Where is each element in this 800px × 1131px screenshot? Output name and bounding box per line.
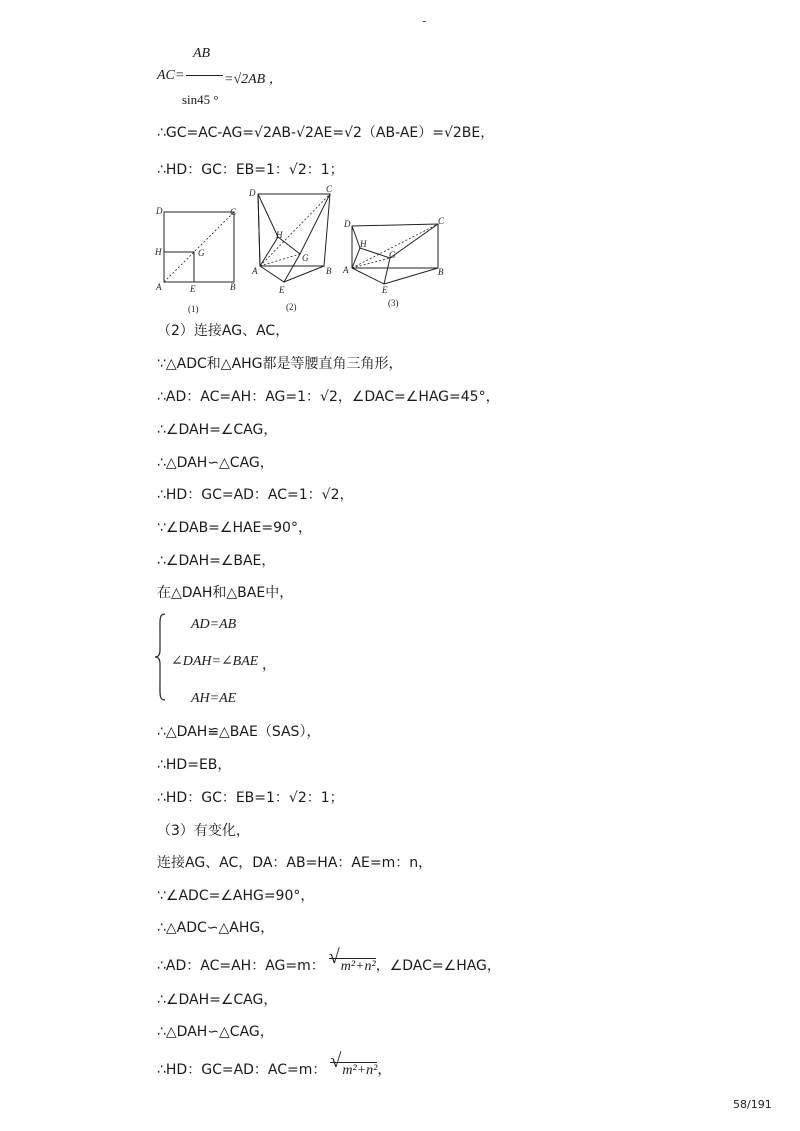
fig2-label-C: C [326, 184, 333, 194]
fig1-label-G: G [198, 248, 205, 258]
sqrt-m2n2-2: √ m²+n² [330, 1050, 378, 1078]
left-brace [154, 612, 168, 702]
system-row-3: AH=AE [191, 691, 237, 706]
ratio-5-prefix: ∴AD：AC=AH：AG=m： [157, 958, 325, 974]
figure-3 [342, 216, 445, 308]
line-similar-1: ∴△DAH∽△CAG， [157, 455, 274, 471]
frac-result: =√2AB ， [224, 72, 283, 87]
frac-lhs: AC= [157, 68, 185, 83]
fig2-label-E: E [279, 285, 285, 295]
system-row-2-tail: ， [262, 657, 276, 673]
fig1-label-B: B [230, 282, 236, 292]
ratio-6-prefix: ∴HD：GC=AD：AC=m： [157, 1062, 327, 1078]
fig3-label-C: C [438, 216, 445, 226]
line-hd-eb: ∴HD=EB， [157, 757, 232, 773]
line-ratio-2: ∴AD：AC=AH：AG=1：√2，∠DAC=∠HAG=45°， [157, 389, 500, 405]
line-gc-formula: ∴GC=AC-AG=√2AB-√2AE=√2（AB-AE）=√2BE， [157, 125, 495, 141]
fig2-label-A: A [252, 266, 258, 276]
frac-denominator: sin45 ° [182, 92, 219, 107]
line-right-angles-2: ∵∠ADC=∠AHG=90°， [157, 888, 315, 904]
fig1-label-C: C [230, 207, 237, 217]
header-mark: - [422, 14, 427, 28]
fig3-label-G: G [389, 250, 396, 260]
fig1-caption: (1) [188, 304, 199, 314]
line-isosceles: ∵△ADC和△AHG都是等腰直角三角形， [157, 356, 403, 372]
ratio-5-suffix: ，∠DAC=∠HAG， [375, 958, 501, 974]
fig1-label-H: H [155, 247, 162, 257]
ratio-6-suffix: ， [377, 1062, 392, 1078]
system-row-2: ∠DAH=∠BAE [171, 654, 259, 669]
fig3-label-D: D [344, 219, 351, 229]
line-ratio-6 [157, 1050, 392, 1079]
line-right-angles: ∵∠DAB=∠HAE=90°， [157, 520, 312, 536]
system-row-1: AD=AB [191, 617, 237, 632]
fig3-label-A: A [343, 265, 349, 275]
line-angle-eq-1: ∴∠DAH=∠CAG， [157, 422, 278, 438]
fig3-label-B: B [438, 267, 444, 277]
fig3-label-H: H [360, 239, 367, 249]
fig2-label-G: G [302, 253, 309, 263]
figure-1 [154, 206, 237, 314]
page-number: 58/191 [733, 1098, 772, 1111]
fig2-label-D: D [249, 188, 256, 198]
line-ratio-5 [157, 946, 501, 975]
line-congruent: ∴△DAH≌△BAE（SAS）， [157, 724, 321, 740]
line-in-triangles: 在△DAH和△BAE中， [157, 585, 294, 601]
fig2-caption: (2) [286, 302, 297, 312]
frac-numerator: AB [193, 46, 211, 61]
line-part2-connect: （2）连接AG、AC， [157, 323, 290, 339]
figure-2 [248, 184, 333, 312]
line-ratio-3: ∴HD：GC=AD：AC=1：√2， [157, 487, 354, 503]
fig1-label-E: E [190, 284, 196, 294]
line-angle-eq-3: ∴∠DAH=∠CAG， [157, 992, 278, 1008]
fig2-label-H: H [276, 230, 283, 240]
line-part3: （3）有变化， [157, 823, 250, 839]
fig3-caption: (3) [388, 298, 399, 308]
fraction-bar [186, 75, 223, 76]
line-similar-3: ∴△DAH∽△CAG， [157, 1024, 274, 1040]
fig3-label-E: E [382, 285, 388, 295]
line-ratio-1: ∴HD：GC：EB=1：√2：1； [157, 162, 344, 178]
line-ratio-4: ∴HD：GC：EB=1：√2：1； [157, 790, 344, 806]
line-similar-2: ∴△ADC∽△AHG， [157, 920, 275, 936]
fig2-label-B: B [326, 266, 332, 276]
sqrt-m2n2: √ m²+n² [328, 946, 376, 974]
geometry-figures [152, 182, 482, 317]
line-part3-connect: 连接AG、AC，DA：AB=HA：AE=m：n， [157, 855, 433, 871]
line-angle-eq-2: ∴∠DAH=∠BAE， [157, 553, 276, 569]
fig1-label-A: A [156, 282, 162, 292]
fig1-label-D: D [156, 206, 163, 216]
